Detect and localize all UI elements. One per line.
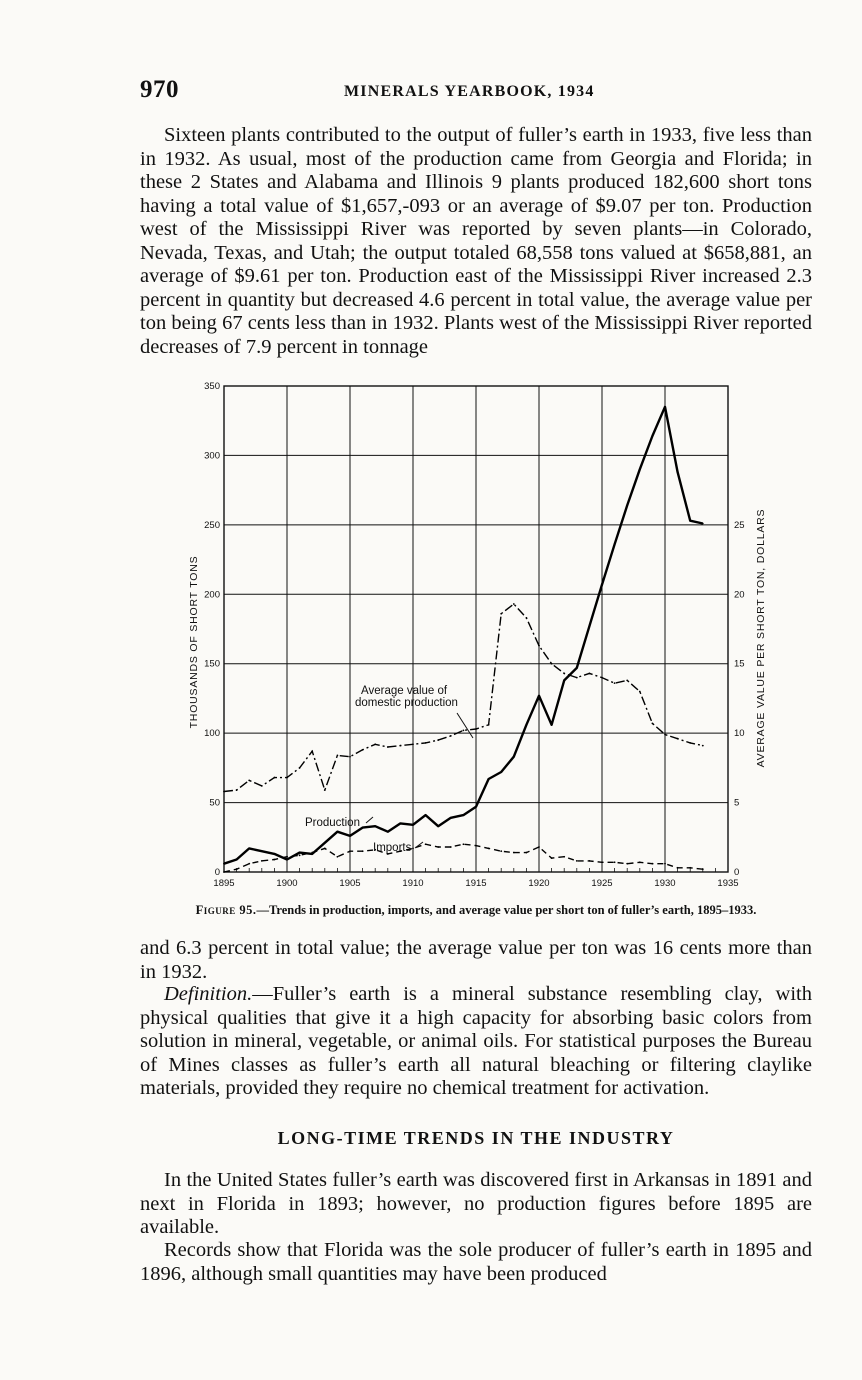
data-point: [337, 856, 339, 858]
y-left-tick-label: 150: [204, 658, 220, 670]
data-point: [538, 645, 540, 647]
data-point: [286, 777, 288, 779]
y-right-tick-label: 10: [734, 728, 745, 740]
figure-caption: [136, 903, 816, 918]
data-point: [488, 847, 490, 849]
data-point: [702, 523, 704, 525]
y-right-tick-label: 5: [734, 797, 740, 809]
series-line-imports: [224, 844, 703, 872]
data-point: [500, 850, 502, 852]
data-point: [689, 867, 691, 869]
y-left-tick-label: 100: [204, 728, 220, 740]
data-point: [311, 750, 313, 752]
annotation-production: Production: [305, 817, 360, 829]
data-point: [450, 817, 452, 819]
y-right-tick-label: 15: [734, 658, 745, 670]
data-point: [652, 723, 654, 725]
paragraph-records: Records show that Florida was the sole producer of fuller’s earth in 1895 and 1896, although small quantities may have been produced: [140, 1239, 812, 1285]
definition-body: —Fuller’s earth is a mineral substance resembling clay, with physical qualities that give it a high capacity for absorbing basic colors from solution in mineral, vegetable, or animal oils. For statistical purposes the Bureau of Mines classes as fuller’s earth all natural bleaching or filtering claylike materials, provided they require no chemical treatment for activation.: [140, 983, 812, 1099]
section-title: LONG-TIME TRENDS IN THE INDUSTRY: [277, 1128, 675, 1148]
data-point: [652, 863, 654, 865]
data-point: [677, 738, 679, 740]
data-point: [236, 868, 238, 870]
data-point: [349, 850, 351, 852]
data-point: [425, 843, 427, 845]
data-point: [400, 823, 402, 825]
data-point: [689, 742, 691, 744]
data-point: [702, 868, 704, 870]
data-point: [311, 852, 313, 854]
data-point: [702, 745, 704, 747]
data-point: [589, 860, 591, 862]
data-point: [614, 861, 616, 863]
x-tick-label: 1910: [402, 878, 424, 889]
page-number: 970: [140, 76, 179, 103]
data-point: [261, 785, 263, 787]
x-tick-label: 1935: [717, 878, 739, 889]
x-tick-label: 1930: [654, 878, 676, 889]
series-line-average-value-of-domestic-production: [224, 604, 703, 792]
data-point: [425, 742, 427, 744]
data-point: [677, 471, 679, 473]
x-tick-label: 1905: [339, 878, 361, 889]
data-point: [248, 779, 250, 781]
data-point: [400, 745, 402, 747]
data-point: [286, 859, 288, 861]
data-point: [563, 679, 565, 681]
data-point: [601, 584, 603, 586]
data-point: [500, 613, 502, 615]
data-point: [513, 852, 515, 854]
data-point: [337, 831, 339, 833]
annotation-average-value-line2: domestic production: [355, 697, 458, 709]
data-point: [374, 743, 376, 745]
y-right-tick-label: 25: [734, 519, 745, 531]
data-point: [475, 806, 477, 808]
x-tick-label: 1895: [213, 878, 235, 889]
paragraph-definition: [140, 983, 812, 1101]
data-point: [664, 406, 666, 408]
data-point: [664, 863, 666, 865]
definition-lead: Definition.: [164, 983, 253, 1005]
trends-chart: [180, 376, 767, 901]
data-point: [538, 695, 540, 697]
data-point: [286, 856, 288, 858]
data-point: [576, 677, 578, 679]
x-tick-label: 1925: [591, 878, 613, 889]
data-point: [626, 679, 628, 681]
data-point: [412, 743, 414, 745]
data-point: [274, 853, 276, 855]
data-point: [664, 734, 666, 736]
data-point: [324, 847, 326, 849]
paragraph-continuation: and 6.3 percent in total value; the average value per ton was 16 cents more than in 1932.: [140, 937, 812, 983]
data-point: [475, 845, 477, 847]
data-point: [412, 847, 414, 849]
chart-grid: [224, 386, 728, 872]
data-point: [299, 767, 301, 769]
data-point: [488, 778, 490, 780]
data-point: [551, 663, 553, 665]
data-point: [639, 861, 641, 863]
y-left-tick-label: 350: [204, 381, 220, 392]
annotation-average-value-line1: Average value of: [361, 685, 448, 697]
data-point: [551, 724, 553, 726]
y-axis-left-label: THOUSANDS OF SHORT TONS: [188, 555, 200, 729]
data-point: [236, 789, 238, 791]
data-point: [425, 814, 427, 816]
data-point: [475, 728, 477, 730]
data-point: [538, 846, 540, 848]
data-point: [500, 771, 502, 773]
data-point: [463, 814, 465, 816]
data-point: [324, 789, 326, 791]
data-point: [362, 850, 364, 852]
data-point: [437, 846, 439, 848]
figure-caption-body: —Trends in production, imports, and average value per short ton of fuller’s earth, 1895–1933.: [256, 903, 757, 917]
data-point: [652, 435, 654, 437]
data-point: [349, 756, 351, 758]
data-point: [463, 843, 465, 845]
data-point: [437, 825, 439, 827]
data-point: [563, 856, 565, 858]
data-point: [576, 860, 578, 862]
data-point: [236, 859, 238, 861]
data-point: [223, 871, 225, 873]
data-point: [626, 863, 628, 865]
annotation-production-arrow: [366, 817, 373, 823]
data-point: [626, 505, 628, 507]
data-point: [261, 860, 263, 862]
annotation-average-value-arrow: [457, 713, 473, 738]
data-point: [450, 735, 452, 737]
data-point: [463, 729, 465, 731]
data-point: [639, 468, 641, 470]
data-point: [614, 543, 616, 545]
paragraph-discovery: In the United States fuller’s earth was discovered first in Arkansas in 1891 and next in Florida in 1893; however, no production figures before 1895 are available.: [140, 1169, 812, 1238]
y-left-tick-label: 50: [209, 797, 220, 809]
data-point: [526, 724, 528, 726]
data-point: [488, 724, 490, 726]
figure-caption-lead: Figure 95.: [195, 903, 257, 917]
x-tick-label: 1920: [528, 878, 550, 889]
data-point: [337, 754, 339, 756]
data-point: [299, 854, 301, 856]
y-left-tick-label: 200: [204, 589, 220, 601]
data-point: [589, 625, 591, 627]
y-right-tick-label: 0: [734, 867, 740, 878]
data-point: [362, 749, 364, 751]
data-point: [689, 520, 691, 522]
data-point: [223, 791, 225, 793]
data-point: [513, 603, 515, 605]
chart-tick-labels: [204, 381, 744, 889]
paragraph-plants: Sixteen plants contributed to the output of fuller’s earth in 1933, five less than in 1932. As usual, most of the production came from Georgia and Florida; in these 2 States and Alabama and Illinois 9 plants produced 182,600 short tons having a total value of $1,657,-093 or an average of $9.07 per ton. Production west of the Mississippi River was reported by seven plants—in Colorado, Nevada, Texas, and Utah; the output totaled 68,558 tons valued at $658,881, an average of $9.61 per ton. Production east of the Mississippi River increased 2.3 percent in quantity but decreased 4.6 percent in total value, the average value per ton being 67 cents less than in 1932. Plants west of the Mississippi River reported decreases of 7.9 percent in tonnage: [140, 124, 812, 358]
data-point: [437, 739, 439, 741]
data-point: [551, 857, 553, 859]
x-tick-label: 1915: [465, 878, 487, 889]
data-point: [248, 863, 250, 865]
data-point: [324, 842, 326, 844]
data-point: [349, 835, 351, 837]
data-point: [639, 691, 641, 693]
y-right-tick-label: 20: [734, 589, 745, 601]
x-tick-label: 1900: [276, 878, 298, 889]
data-point: [412, 824, 414, 826]
data-point: [248, 847, 250, 849]
data-point: [526, 617, 528, 619]
data-point: [513, 756, 515, 758]
y-left-tick-label: 250: [204, 519, 220, 531]
data-point: [299, 852, 301, 854]
data-point: [387, 831, 389, 833]
data-point: [589, 673, 591, 675]
data-point: [450, 846, 452, 848]
y-axis-right-label: AVERAGE VALUE PER SHORT TON, DOLLARS: [755, 508, 767, 768]
data-point: [526, 852, 528, 854]
data-point: [563, 673, 565, 675]
y-left-tick-label: 300: [204, 450, 220, 462]
data-point: [374, 825, 376, 827]
data-point: [274, 777, 276, 779]
data-point: [274, 859, 276, 861]
annotation-imports: Imports: [373, 842, 412, 854]
data-point: [601, 861, 603, 863]
data-point: [261, 850, 263, 852]
data-point: [601, 677, 603, 679]
data-point: [362, 827, 364, 829]
page-header: [140, 76, 812, 108]
data-point: [677, 867, 679, 869]
y-left-tick-label: 0: [214, 867, 220, 878]
data-point: [614, 682, 616, 684]
running-head: MINERALS YEARBOOK, 1934: [344, 83, 595, 100]
data-point: [223, 863, 225, 865]
data-point: [387, 746, 389, 748]
data-point: [576, 667, 578, 669]
series-line-production: [224, 407, 703, 864]
